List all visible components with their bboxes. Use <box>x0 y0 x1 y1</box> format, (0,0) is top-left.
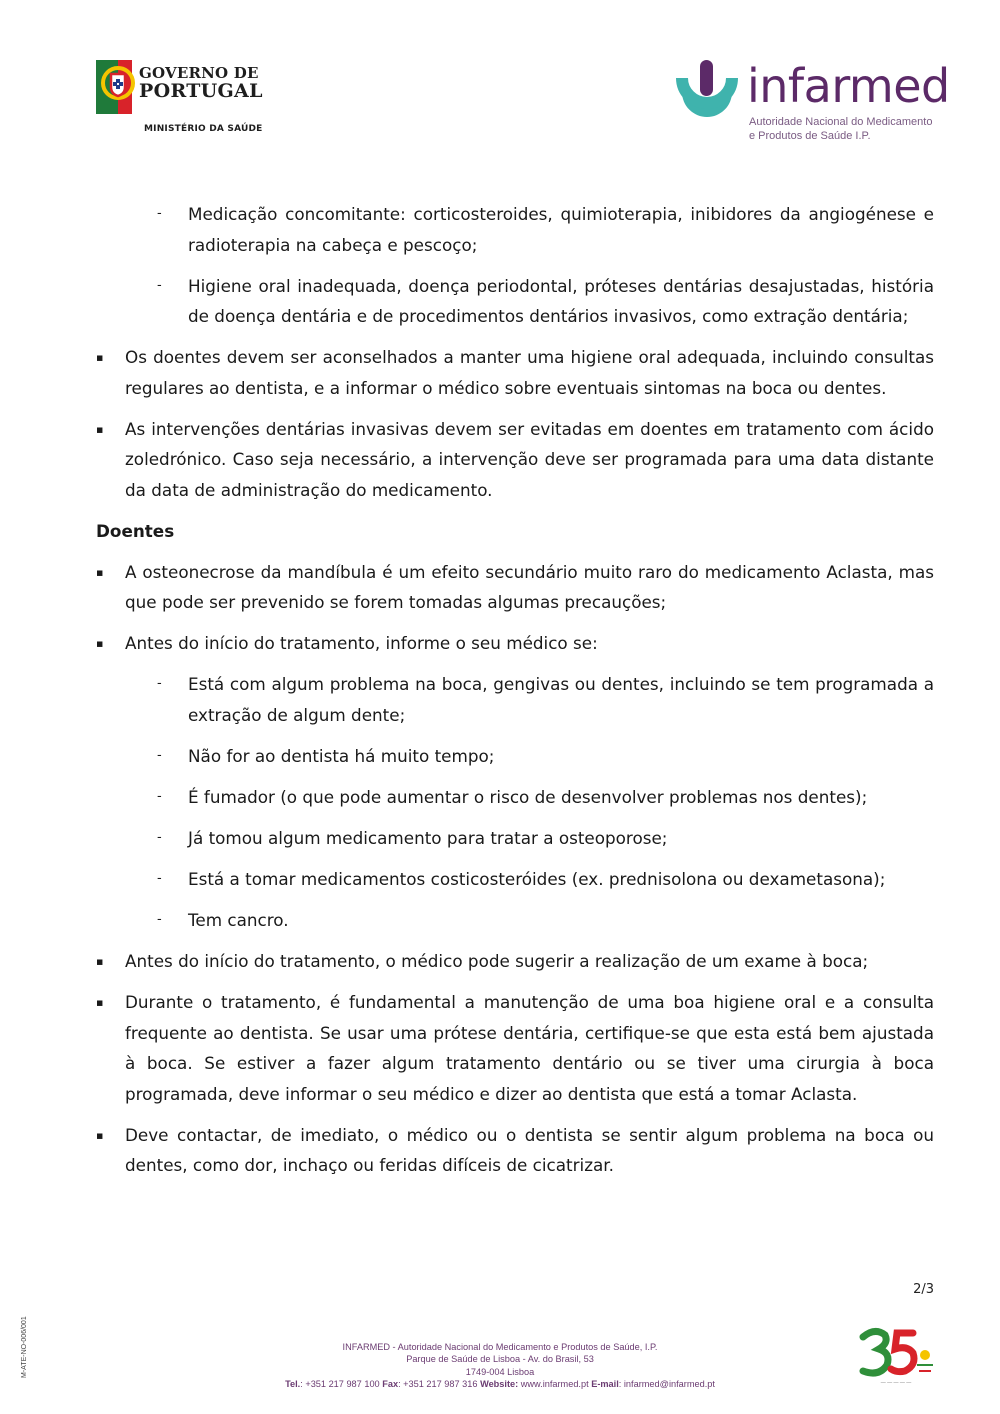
square-bullet-icon: ▪ <box>96 995 104 1009</box>
infarmed-logo <box>676 56 950 148</box>
list-item-text: A osteonecrose da mandíbula é um efeito secundário muito raro do medicamento Aclasta, mas que pode ser prevenido se forem tomadas algumas precauções; <box>125 561 934 613</box>
footer-address: Parque de Saúde de Lisboa - Av. do Brasil, 53 <box>406 1354 594 1365</box>
list-item <box>96 199 934 260</box>
list-item-text: As intervenções dentárias invasivas devem ser evitadas em doentes em tratamento com ácido zoledrónico. Caso seja necessário, a intervenção deve ser programada para uma data distante da data de administração do medicamento. <box>125 418 934 500</box>
dash-marker: - <box>157 206 162 221</box>
list-item-text: Os doentes devem ser aconselhados a manter uma higiene oral adequada, incluindo consultas regulares ao dentista, e a informar o médico sobre eventuais sintomas na boca ou dentes. <box>125 347 934 398</box>
square-bullet-icon: ▪ <box>96 954 104 968</box>
anniversary-logo <box>855 1325 937 1389</box>
footer-organization: INFARMED - Autoridade Nacional do Medicamento e Produtos de Saúde, I.P. <box>342 1342 658 1352</box>
list-item <box>96 342 934 403</box>
list-item-text: Está a tomar medicamentos costicosteróides (ex. prednisolona ou dexametasona); <box>188 868 886 889</box>
dash-marker: - <box>157 830 162 845</box>
gov-logo-line1: GOVERNO DE <box>139 64 259 82</box>
footer-postal-code: 1749-004 Lisboa <box>465 1366 535 1377</box>
section-heading: Doentes <box>96 520 175 541</box>
list-item <box>96 782 934 813</box>
square-bullet-icon: ▪ <box>96 565 104 579</box>
website-link[interactable]: www.infarmed.pt <box>518 1379 592 1390</box>
portugal-emblem-icon <box>92 56 136 114</box>
gov-logo-line2: PORTUGAL <box>139 80 263 102</box>
list-item-text: Higiene oral inadequada, doença periodontal, próteses dentárias desajustadas, história de doença dentária e de procedimentos dentários invasivos, como extração dentária; <box>188 275 934 327</box>
list-item <box>96 557 934 618</box>
list-item-text: Antes do início do tratamento, informe o seu médico se: <box>125 633 598 654</box>
list-item-text: Está com algum problema na boca, gengivas ou dentes, incluindo se tem programada a extração de algum dente; <box>188 674 934 726</box>
infarmed-wordmark: infarmed <box>747 59 950 113</box>
list-item-text: Deve contactar, de imediato, o médico ou o dentista se sentir algum problema na boca ou dentes, como dor, inchaço ou feridas difíceis de cicatrizar. <box>125 1124 934 1176</box>
list-item <box>96 905 934 936</box>
infarmed-subtitle <box>749 115 932 143</box>
list-item-text: Já tomou algum medicamento para tratar a osteoporose; <box>188 828 668 848</box>
fax-label: Fax <box>382 1379 399 1390</box>
governo-de-portugal-logo <box>92 56 262 138</box>
dash-marker: - <box>157 676 162 692</box>
list-item <box>96 946 934 977</box>
list-item-text: Medicação concomitante: corticosteroides, quimioterapia, inibidores da angiogénese e radioterapia na cabeça e pescoço; <box>188 204 934 255</box>
infarmed-subtitle-line1: Autoridade Nacional do Medicamento <box>749 116 933 128</box>
tel-value: : +351 217 987 100 <box>300 1379 383 1390</box>
square-bullet-icon: ▪ <box>96 637 104 651</box>
list-item <box>96 864 934 895</box>
footer-contact <box>0 1341 1000 1391</box>
list-item <box>96 1120 934 1181</box>
list-item <box>96 823 934 854</box>
list-item <box>96 628 934 659</box>
anniversary-35-icon <box>855 1325 937 1381</box>
list-item-text: Antes do início do tratamento, o médico pode sugerir a realização de um exame à boca; <box>125 950 869 971</box>
ministry-name: MINISTÉRIO DA SAÚDE <box>144 124 263 134</box>
dash-marker: - <box>157 277 162 293</box>
document-code: M-ATE-NO-006/001 <box>21 1316 28 1378</box>
square-bullet-icon: ▪ <box>96 422 104 436</box>
list-item <box>96 987 934 1109</box>
infarmed-subtitle-line2: e Produtos de Saúde I.P. <box>749 130 871 142</box>
dash-marker: - <box>157 870 162 886</box>
dash-marker: - <box>157 748 162 764</box>
email-link[interactable]: : infarmed@infarmed.pt <box>618 1379 715 1390</box>
website-label: Website: <box>480 1379 519 1390</box>
page-number: 2/3 <box>913 1282 934 1297</box>
list-item <box>96 414 934 506</box>
list-item-text: Tem cancro. <box>188 909 289 930</box>
fax-value: : +351 217 987 316 <box>398 1379 481 1390</box>
square-bullet-icon: ▪ <box>96 351 104 365</box>
footer-contacts-line <box>0 1378 1000 1390</box>
dash-marker: - <box>157 911 162 927</box>
square-bullet-icon: ▪ <box>96 1128 104 1142</box>
email-label: E-mail <box>591 1379 619 1390</box>
tel-label: Tel. <box>285 1379 301 1390</box>
anniversary-caption-decoration: — — — — — <box>880 1380 912 1386</box>
list-item-text: Não for ao dentista há muito tempo; <box>188 746 495 767</box>
list-item <box>96 741 934 772</box>
document-body <box>96 199 934 1191</box>
dash-marker: - <box>157 789 162 805</box>
list-item-text: Durante o tratamento, é fundamental a manutenção de uma boa higiene oral e a consulta frequente ao dentista. Se usar uma prótese dentária, certifique-se que esta está bem ajustada à boca. Se estiver a fazer algum tratamento dentário ou se tiver uma cirurgia à boca programada, deve informar o seu médico e dizer ao dentista que está a tomar Aclasta. <box>125 991 934 1104</box>
list-item-text: É fumador (o que pode aumentar o risco de desenvolver problemas nos dentes); <box>188 787 868 808</box>
infarmed-mark-icon <box>676 58 738 124</box>
list-item <box>96 271 934 332</box>
list-item <box>96 669 934 730</box>
